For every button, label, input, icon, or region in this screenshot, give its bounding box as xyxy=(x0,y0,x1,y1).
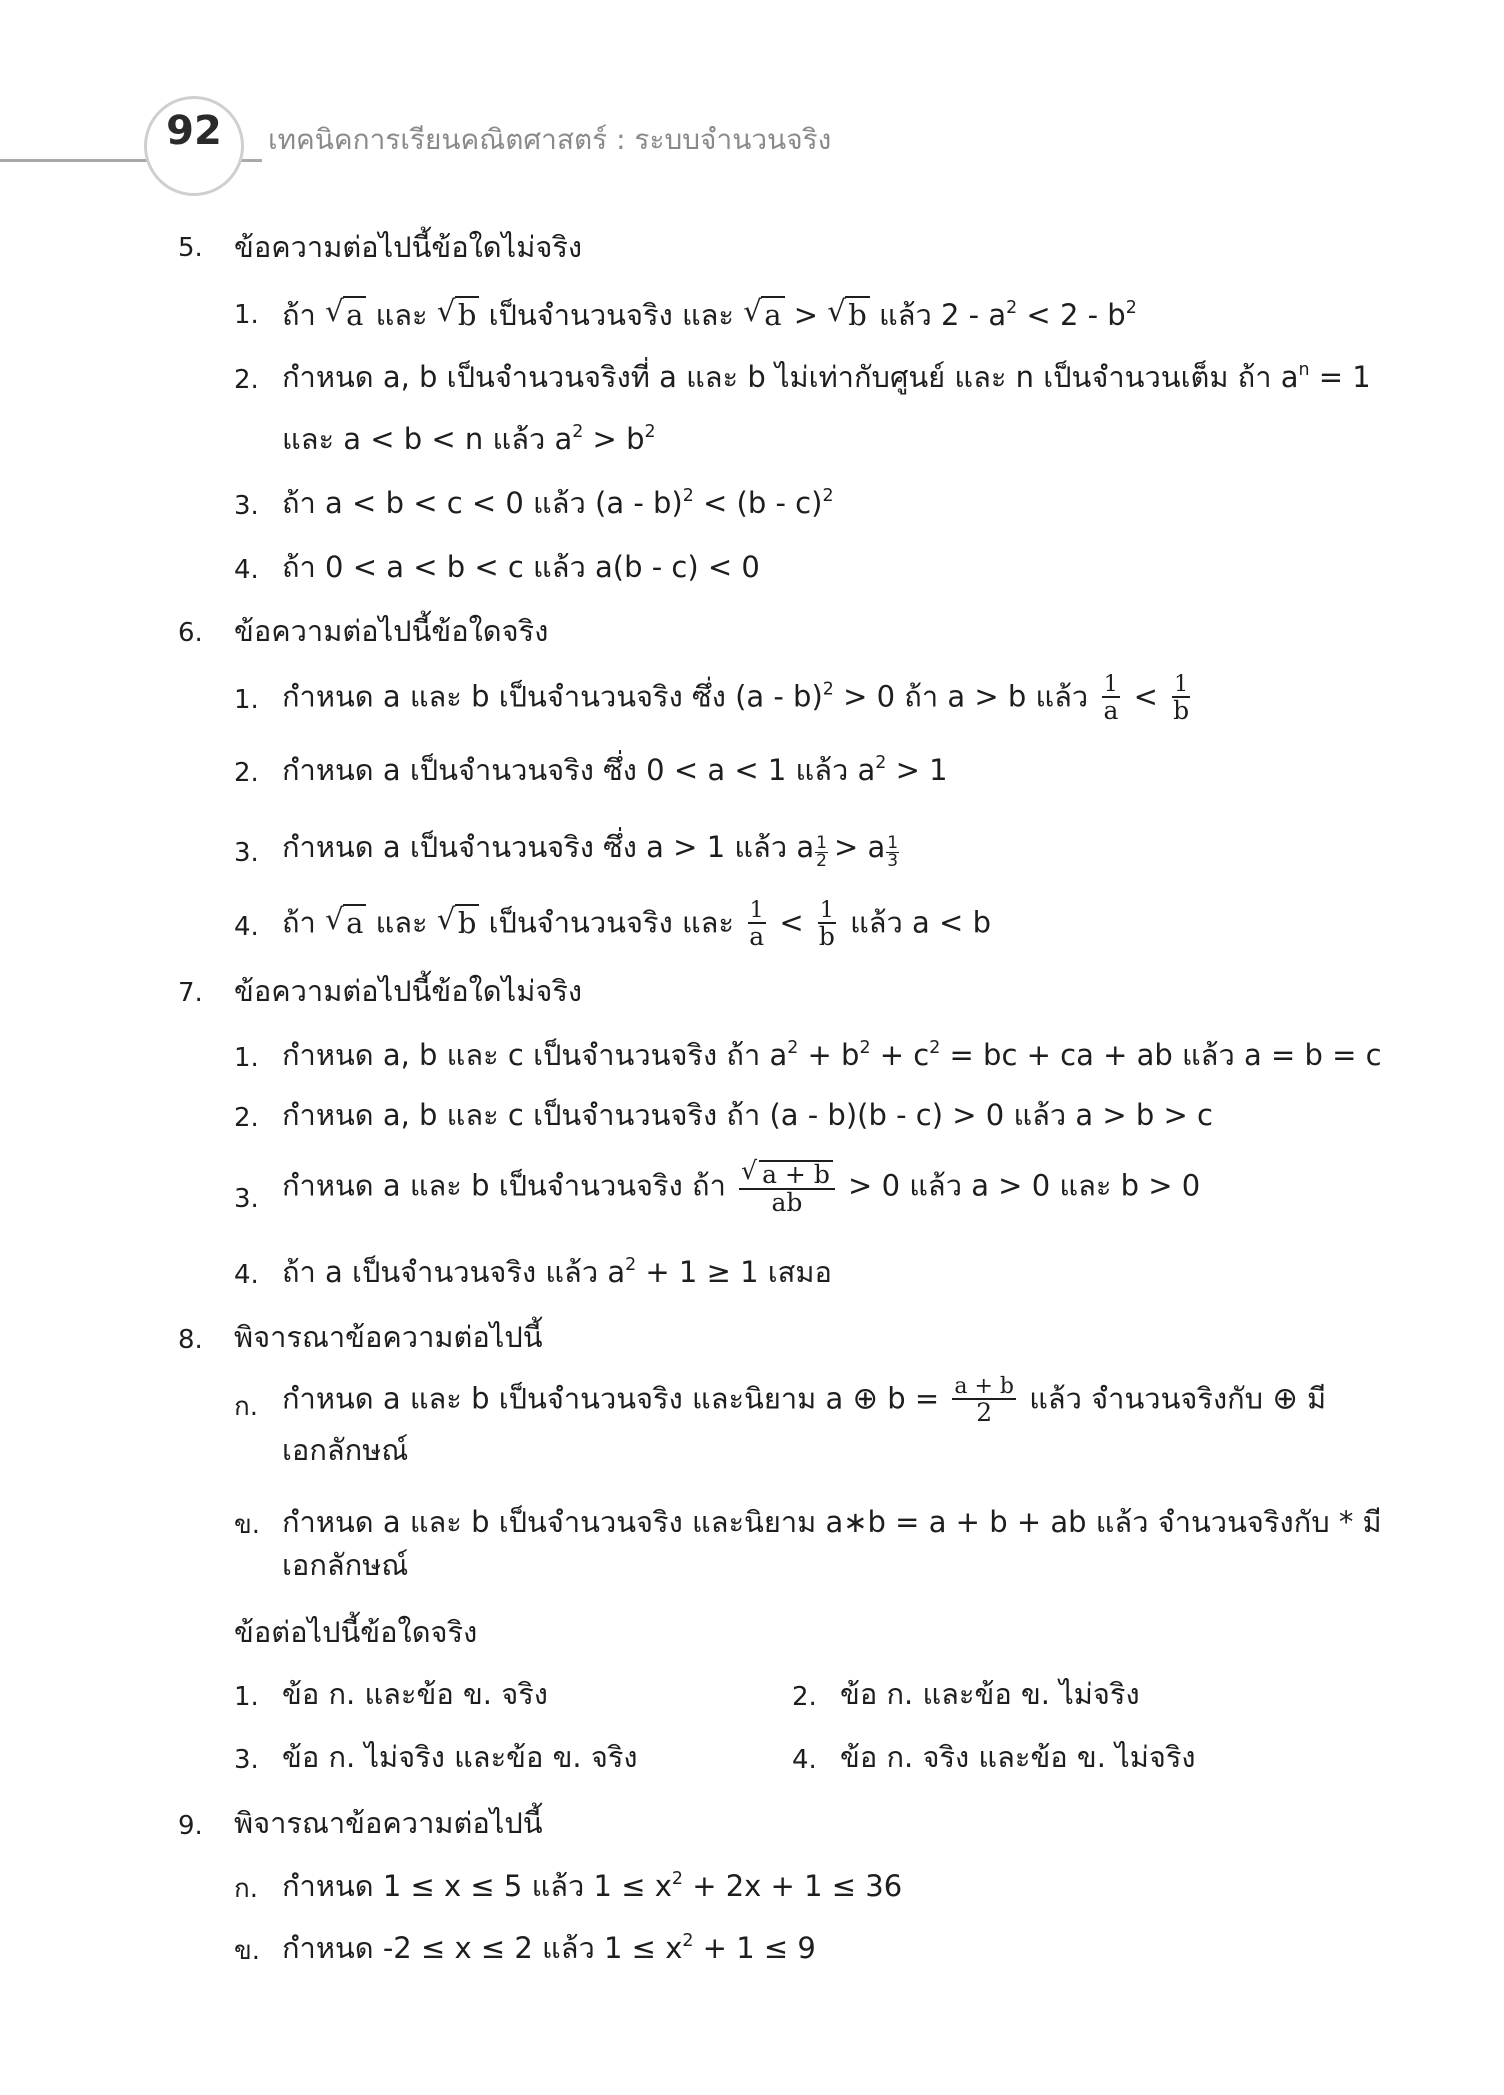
fractional-exponent: $\frac{1}{3}$ xyxy=(887,832,899,871)
q8-choice-2-number: 2. xyxy=(792,1682,817,1712)
fraction: $\frac{1}{a}$ xyxy=(1103,672,1119,725)
sqrt-b: √ b xyxy=(437,904,480,941)
fraction: $\frac{a + b}{2}$ xyxy=(954,1374,1014,1427)
q8-statement-kh-line-2: เอกลักษณ์ xyxy=(282,1548,409,1582)
q8-number: 8. xyxy=(178,1325,203,1355)
q8-choice-3-number: 3. xyxy=(234,1745,259,1775)
q8-choice-1: ข้อ ก. และข้อ ข. จริง xyxy=(282,1677,548,1711)
q7-option-1: กำหนด a, b และ c เป็นจำนวนจริง ถ้า $a^2 + b^2 + c^2$ = bc + ca + ab แล้ว a = b = c xyxy=(282,1037,1382,1072)
q8-kh-label: ข. xyxy=(234,1510,261,1540)
q5-option-4: ถ้า 0 < a < b < c แล้ว a(b - c) < 0 xyxy=(282,550,760,584)
q7-option-4: ถ้า a เป็นจำนวนจริง แล้ว $a^2 + 1 \ge 1$ เสมอ xyxy=(282,1254,832,1289)
fraction: $\frac{1}{b}$ xyxy=(1173,672,1190,725)
q9-ka-label: ก. xyxy=(234,1874,259,1904)
q9-number: 9. xyxy=(178,1811,203,1841)
q7-option-2: กำหนด a, b และ c เป็นจำนวนจริง ถ้า (a - b)(b - c) > 0 แล้ว a > b > c xyxy=(282,1098,1214,1132)
q7-number: 7. xyxy=(178,978,203,1008)
q8-statement-ka: กำหนด a และ b เป็นจำนวนจริง และนิยาม a ⊕ b = $\frac{a + b}{2}$ แล้ว จำนวนจริงกับ ⊕ มี xyxy=(282,1374,1327,1427)
q8-statement-ka-line-2: เอกลักษณ์ xyxy=(282,1433,409,1467)
sqrt-a: √ a xyxy=(743,296,784,333)
sqrt-b: √ b xyxy=(437,296,480,333)
q5-option-1: ถ้า √ a และ √ b เป็นจำนวนจริง และ √ a > √ b แล้ว $2 - a^2 < 2 - b^2$ xyxy=(282,296,1137,333)
running-header-title: เทคนิคการเรียนคณิตศาสตร์ : ระบบจำนวนจริง xyxy=(268,123,832,156)
q8-choice-4: ข้อ ก. จริง และข้อ ข. ไม่จริง xyxy=(840,1740,1196,1774)
page-number: 92 xyxy=(166,108,222,154)
q5-o2-number: 2. xyxy=(234,365,259,395)
q5-o3-number: 3. xyxy=(234,491,259,521)
q8-statement-kh: กำหนด a และ b เป็นจำนวนจริง และนิยาม a∗b = a + b + ab แล้ว จำนวนจริงกับ * มี xyxy=(282,1505,1382,1539)
fraction: $\frac{1}{a}$ xyxy=(749,898,765,951)
q5-option-3: ถ้า a < b < c < 0 แล้ว (a - b)$^2$ < (b - c)$^2$ xyxy=(282,485,834,520)
q8-question: ข้อต่อไปนี้ข้อใดจริง xyxy=(234,1615,478,1649)
q5-number: 5. xyxy=(178,233,203,263)
sqrt-a-plus-b: √ a + b xyxy=(741,1160,833,1187)
fractional-exponent: $\frac{1}{2}$ xyxy=(816,832,827,871)
q6-o1-number: 1. xyxy=(234,685,259,715)
q8-choice-2: ข้อ ก. และข้อ ข. ไม่จริง xyxy=(840,1677,1140,1711)
q6-option-3: กำหนด a เป็นจำนวนจริง ซึ่ง a > 1 แล้ว a $\frac{1}{2}$ > a $\frac{1}{3}$ xyxy=(282,830,899,871)
q6-stem: ข้อความต่อไปนี้ข้อใดจริง xyxy=(234,614,549,648)
q6-o3-number: 3. xyxy=(234,838,259,868)
sqrt-a: √ a xyxy=(325,904,366,941)
q8-ka-label: ก. xyxy=(234,1392,259,1422)
q6-o4-number: 4. xyxy=(234,912,259,942)
q7-option-3: กำหนด a และ b เป็นจำนวนจริง ถ้า √ $\frac{a + b}{ab}$ > 0 แล้ว a > 0 และ b > 0 xyxy=(282,1160,1200,1215)
q5-o4-number: 4. xyxy=(234,555,259,585)
fraction: √ $\frac{a + b}{ab}$ xyxy=(739,1160,835,1215)
q9-statement-ka: กำหนด 1 ≤ x ≤ 5 แล้ว $1 \le x^2 + 2x + 1 \le 36$ xyxy=(282,1868,903,1903)
q9-statement-kh: กำหนด -2 ≤ x ≤ 2 แล้ว $1 \le x^2 + 1 \le 9$ xyxy=(282,1930,816,1965)
q6-option-1: กำหนด a และ b เป็นจำนวนจริง ซึ่ง (a - b)$^2$ > 0 ถ้า a > b แล้ว $\frac{1}{a}$ < $\frac{1}{b}$ xyxy=(282,672,1190,725)
circled-plus-operator: ⊕ xyxy=(852,1381,878,1417)
q5-stem: ข้อความต่อไปนี้ข้อใดไม่จริง xyxy=(234,230,583,264)
sqrt-b: √ b xyxy=(827,296,870,333)
q6-option-2: กำหนด a เป็นจำนวนจริง ซึ่ง 0 < a < 1 แล้ว $a^2 > 1$ xyxy=(282,752,948,787)
circled-plus-operator: ⊕ xyxy=(1272,1381,1298,1417)
q7-o4-number: 4. xyxy=(234,1260,259,1290)
q5-o1-number: 1. xyxy=(234,300,259,330)
q5-option-2-line-2: และ a < b < n แล้ว $a^2 > b^2$ xyxy=(282,421,656,456)
q9-stem: พิจารณาข้อความต่อไปนี้ xyxy=(234,1806,543,1840)
q8-choice-4-number: 4. xyxy=(792,1745,817,1775)
q6-option-4: ถ้า √ a และ √ b เป็นจำนวนจริง และ $\frac{1}{a}$ < $\frac{1}{b}$ แล้ว a < b xyxy=(282,900,991,949)
q7-o1-number: 1. xyxy=(234,1043,259,1073)
q8-stem: พิจารณาข้อความต่อไปนี้ xyxy=(234,1320,543,1354)
q9-kh-label: ข. xyxy=(234,1936,261,1966)
q8-choice-3: ข้อ ก. ไม่จริง และข้อ ข. จริง xyxy=(282,1740,638,1774)
q7-o2-number: 2. xyxy=(234,1103,259,1133)
q6-number: 6. xyxy=(178,618,203,648)
fraction: $\frac{1}{b}$ xyxy=(818,898,835,951)
q7-o3-number: 3. xyxy=(234,1184,259,1214)
q5-option-2: กำหนด a, b เป็นจำนวนจริงที่ a และ b ไม่เท่ากับศูนย์ และ n เป็นจำนวนเต็ม ถ้า $a^n = 1$ xyxy=(282,359,1371,394)
q7-stem: ข้อความต่อไปนี้ข้อใดไม่จริง xyxy=(234,974,583,1008)
q8-choice-1-number: 1. xyxy=(234,1682,259,1712)
sqrt-a: √ a xyxy=(325,296,366,333)
q6-o2-number: 2. xyxy=(234,758,259,788)
